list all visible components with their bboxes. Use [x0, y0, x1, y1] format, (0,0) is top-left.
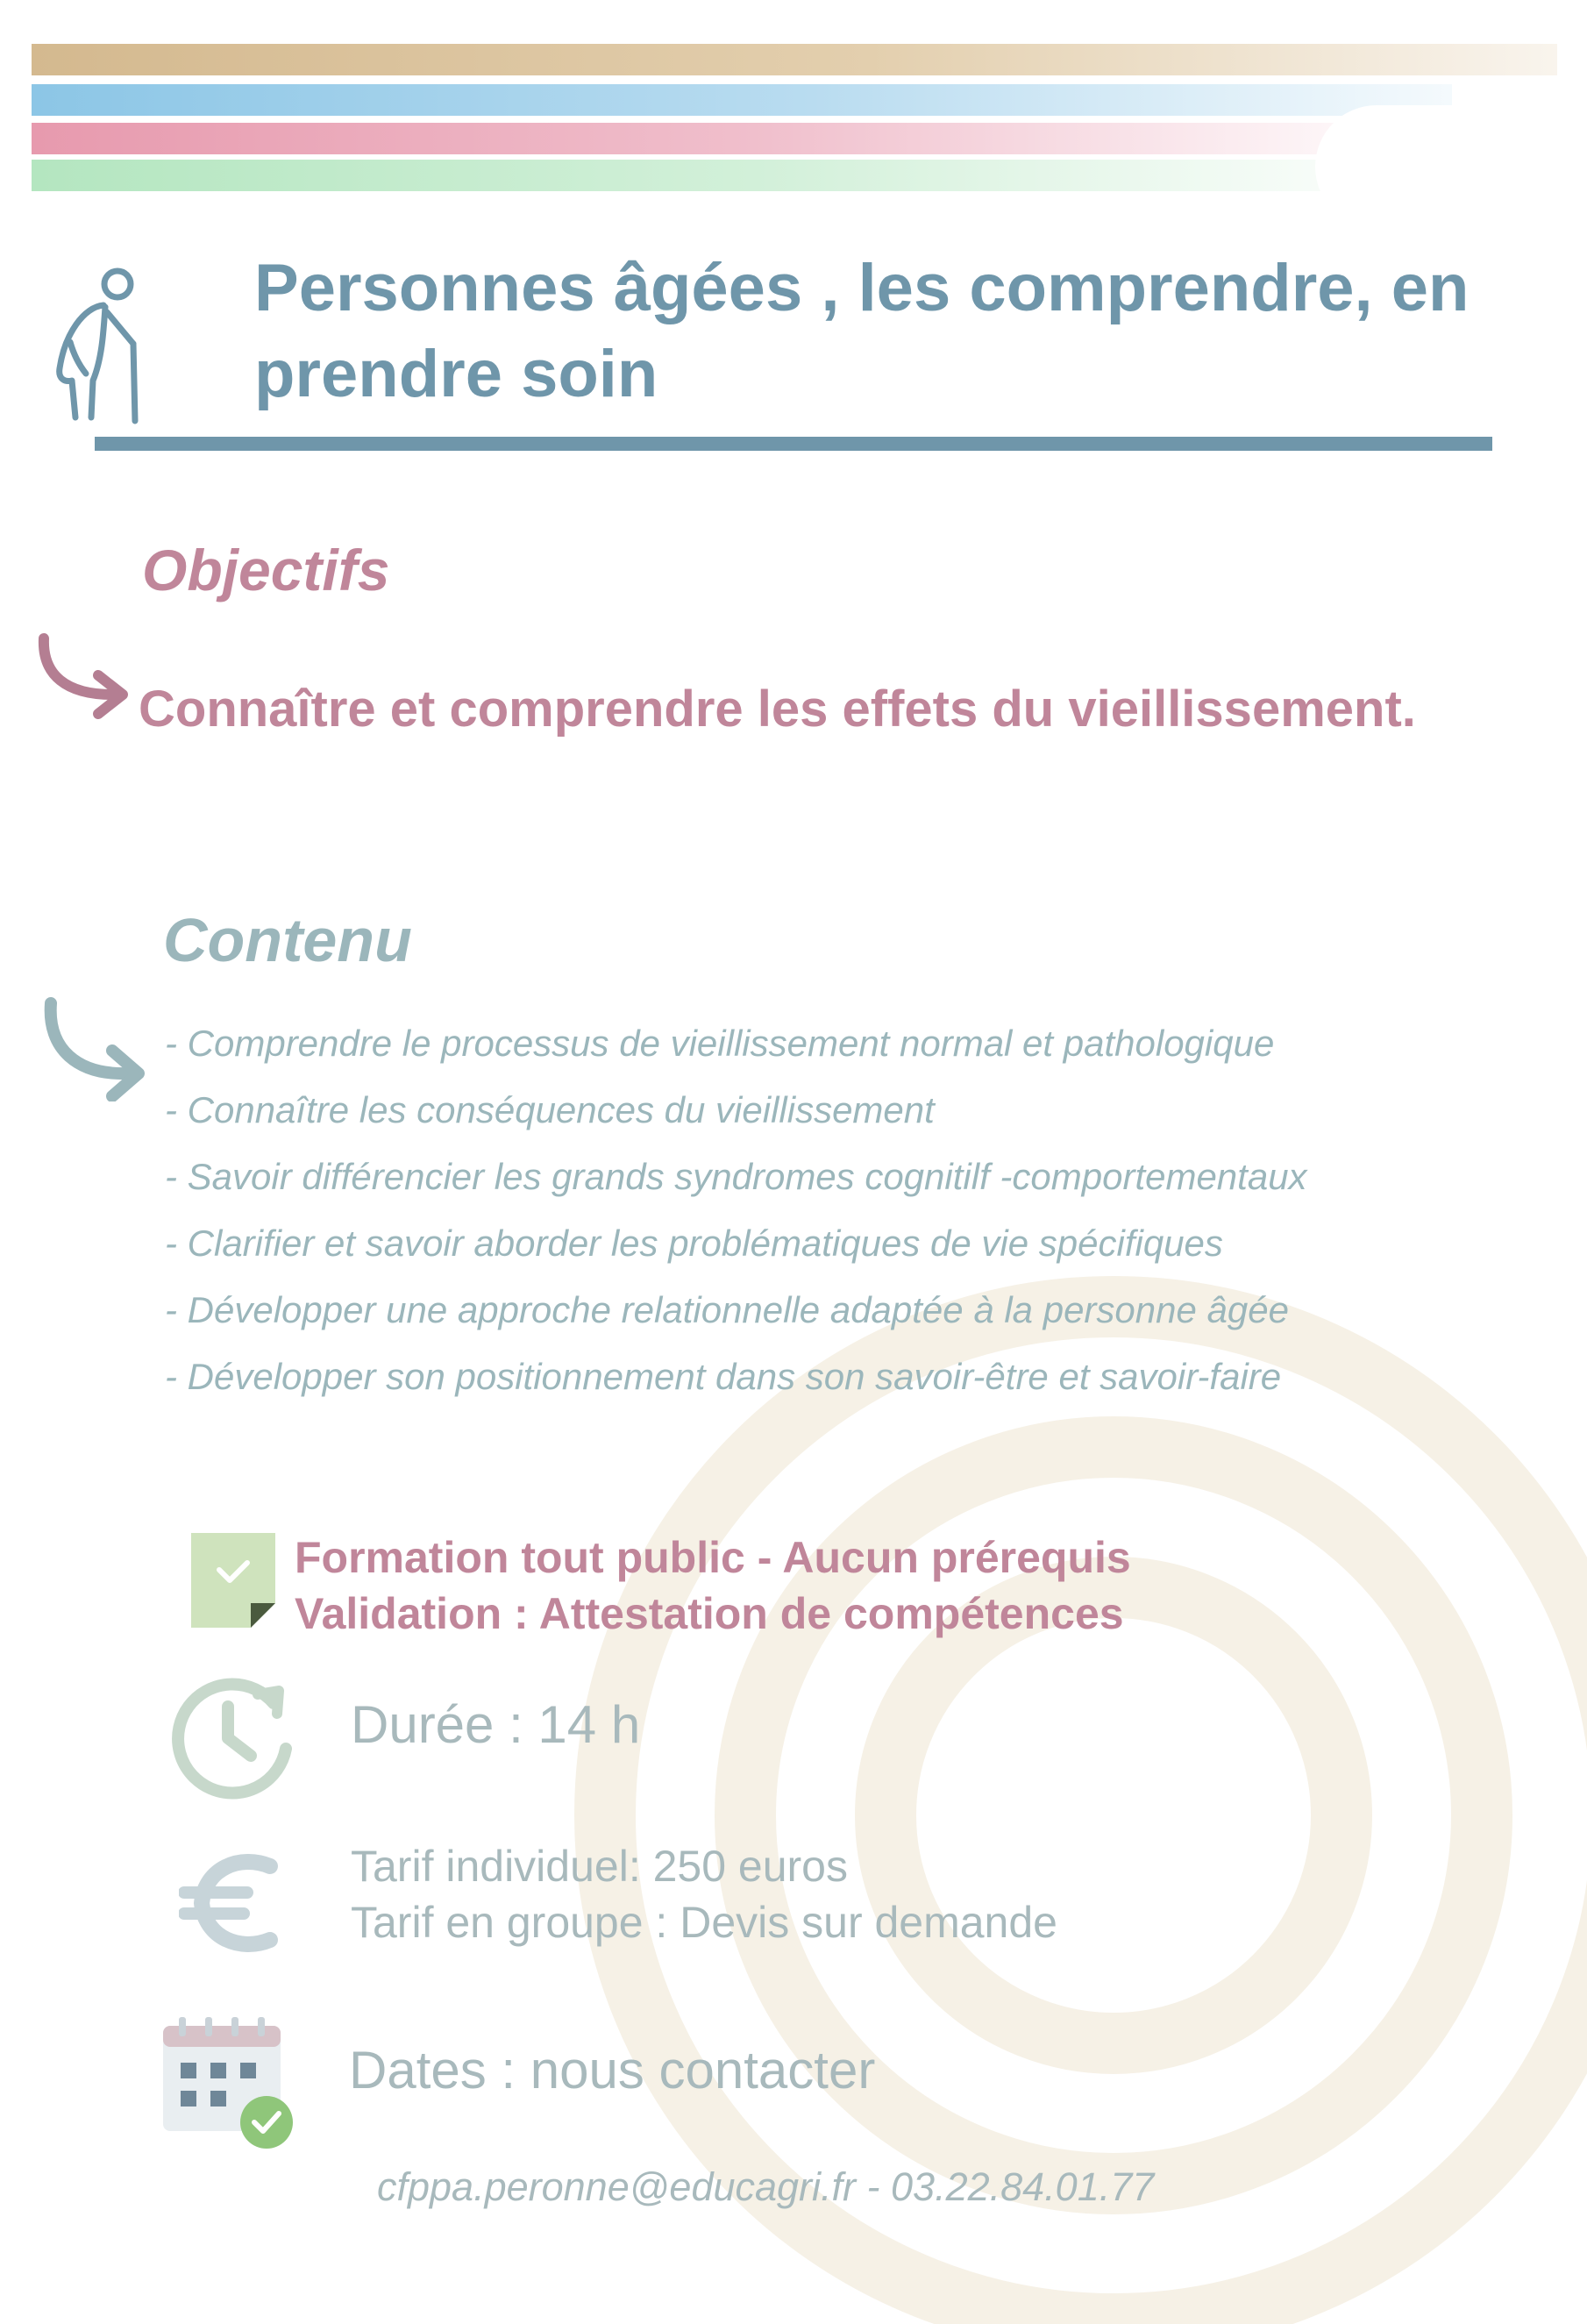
- checklist-note-icon: [191, 1533, 275, 1628]
- list-item: - Savoir différencier les grands syndromes cognitilf -comportementaux: [165, 1156, 1307, 1197]
- duree-text: Durée : 14 h: [351, 1695, 641, 1754]
- list-item: - Développer son positionnement dans son savoir-être et savoir-faire: [165, 1356, 1282, 1397]
- euro-icon: [179, 1850, 284, 1956]
- decor-stripe-green: [32, 160, 1347, 191]
- curved-arrow-icon: [39, 996, 153, 1101]
- contenu-list: [165, 1017, 1480, 1417]
- decor-stripe-gold: [32, 44, 1557, 75]
- validation-block: [295, 1529, 1131, 1642]
- page-title-line-1: Personnes âgées , les comprendre, en: [254, 251, 1470, 325]
- list-item: - Connaître les conséquences du vieillissement: [165, 1089, 935, 1130]
- objectifs-heading: Objectifs: [142, 538, 390, 602]
- curved-arrow-icon: [32, 631, 137, 719]
- list-item: - Développer une approche relationnelle adaptée à la personne âgée: [165, 1289, 1289, 1330]
- objectif-item: Connaître et comprendre les effets du vieillissement.: [139, 681, 1416, 738]
- decor-stripe-pink: [32, 123, 1347, 154]
- contenu-heading: Contenu: [163, 906, 412, 974]
- clock-icon: [167, 1668, 298, 1800]
- decor-stripe-cutout: [1315, 105, 1587, 228]
- tarif-block: [351, 1838, 1057, 1950]
- elderly-person-icon: [49, 263, 146, 430]
- contact-info: cfppa.peronne@educagri.fr - 03.22.84.01.77: [377, 2164, 1155, 2209]
- validation-text: Validation : Attestation de compétences: [295, 1589, 1124, 1638]
- list-item: - Clarifier et savoir aborder les problématiques de vie spécifiques: [165, 1223, 1223, 1264]
- public-text: Formation tout public - Aucun prérequis: [295, 1533, 1131, 1582]
- tarif-groupe: Tarif en groupe : Devis sur demande: [351, 1898, 1057, 1947]
- page-title: [254, 246, 1534, 417]
- title-divider: [95, 437, 1492, 451]
- decor-stripe-blue: [32, 84, 1452, 116]
- tarif-individuel: Tarif individuel: 250 euros: [351, 1842, 848, 1891]
- page-title-line-2: prendre soin: [254, 337, 658, 411]
- dates-text: Dates : nous contacter: [349, 2041, 876, 2099]
- calendar-check-icon: [161, 2014, 298, 2150]
- list-item: - Comprendre le processus de vieillissement normal et pathologique: [165, 1023, 1275, 1064]
